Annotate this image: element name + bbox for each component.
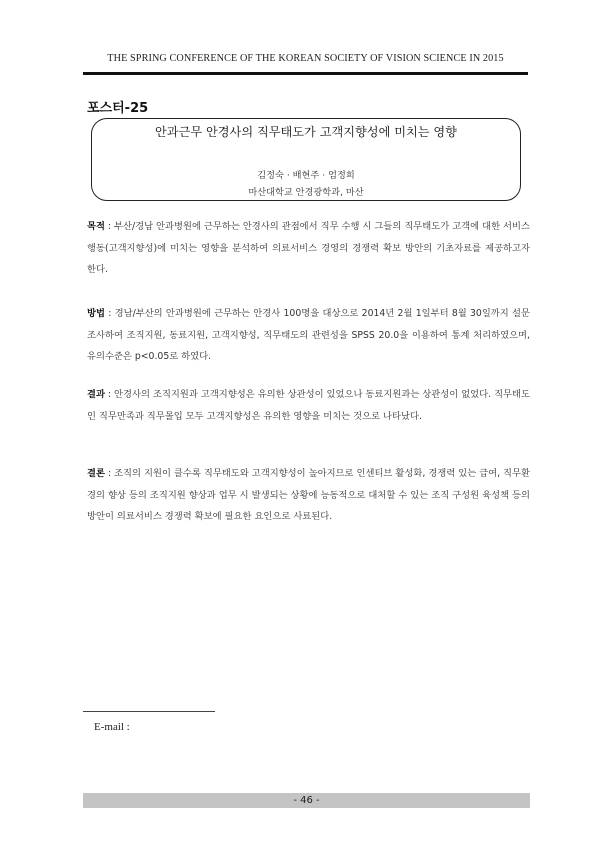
section-purpose: [87, 216, 530, 281]
footnote-rule: [83, 711, 215, 712]
section-conclusion-text: : 조직의 지원이 클수록 직무태도와 고객지향성이 높아지므로 인센티브 활성화, 경쟁력 있는 급여, 직무환경의 향상 등의 조직지원 향상과 업무 시 발생되는 상황에 능동적으로 대처할 수 있는 조직 구성원 육성책 등의 방안이 의료서비스 경쟁력 확보에 필요한 요인으로 사료된다.: [87, 468, 530, 522]
section-purpose-text: : 부산/경남 안과병원에 근무하는 안경사의 관점에서 직무 수행 시 그들의 직무태도가 고객에 대한 서비스 행동(고객지향성)에 미치는 영향을 분석하여 의료서비스 경영의 경쟁력 확보 방안의 기초자료를 제공하고자 한다.: [87, 221, 530, 275]
running-header: THE SPRING CONFERENCE OF THE KOREAN SOCIETY OF VISION SCIENCE IN 2015: [107, 53, 504, 64]
section-method-text: : 경남/부산의 안과병원에 근무하는 안경사 100명을 대상으로 2014년 2월 1일부터 8월 30일까지 설문조사하여 조직지원, 동료지원, 고객지향성, 직무태도의 관련성을 SPSS 20.0을 이용하여 통계 처리하였으며, 유의수준은 p<0.05로 하였다.: [87, 308, 530, 362]
paper-title: 안과근무 안경사의 직무태도가 고객지향성에 미치는 영향: [155, 125, 457, 139]
section-result: [87, 384, 530, 427]
header-rule: [83, 72, 528, 75]
section-purpose-label: 목적: [87, 221, 105, 232]
affiliation: 마산대학교 안경광학과, 마산: [248, 187, 364, 198]
page-number: - 46 -: [293, 795, 320, 806]
author-list: 김정숙 · 배현주 · 엄정희: [257, 170, 355, 181]
section-conclusion-label: 결론: [87, 468, 105, 479]
poster-label: 포스터-25: [87, 101, 149, 116]
title-box: [91, 118, 521, 201]
email-label: E-mail :: [94, 721, 130, 733]
page-number-bar: [83, 793, 530, 808]
section-method-label: 방법: [87, 308, 105, 319]
section-conclusion: [87, 463, 530, 528]
section-result-label: 결과: [87, 389, 105, 400]
section-method: [87, 303, 530, 368]
section-result-text: : 안경사의 조직지원과 고객지향성은 유의한 상관성이 있었으나 동료지원과는 상관성이 없었다. 직무태도인 직무만족과 직무몰입 모두 고객지향성은 유의한 영향을 미치는 것으로 나타났다.: [87, 389, 530, 422]
